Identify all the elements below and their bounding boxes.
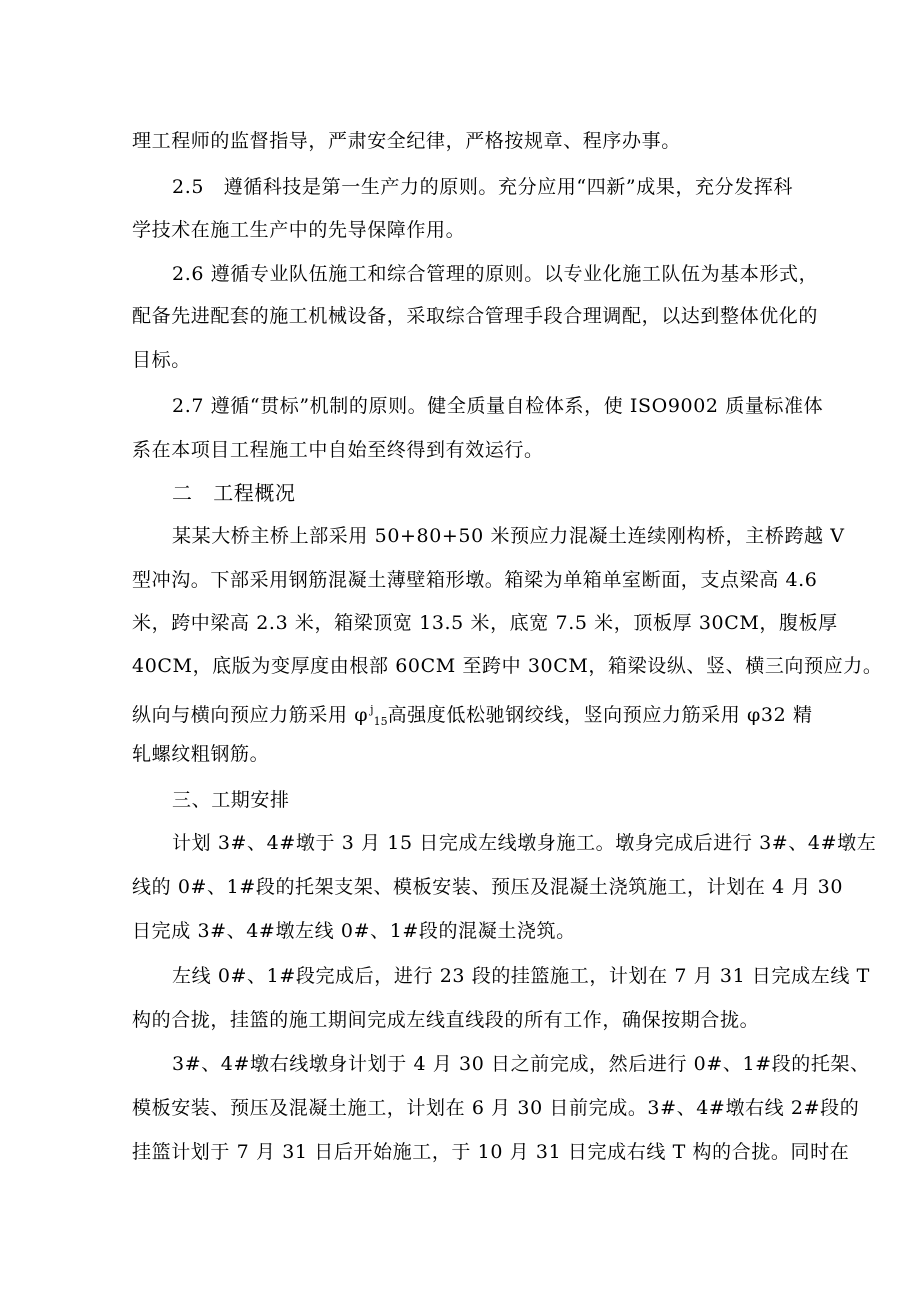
text-line: 目标。 (132, 349, 191, 371)
text-line: 40CM，底版为变厚度由根部 60CM 至跨中 30CM，箱梁设纵、竖、横三向预应力。 (132, 655, 883, 677)
text-line: 配备先进配套的施工机械设备，采取综合管理手段合理调配，以达到整体优化的 (132, 305, 819, 327)
text-line: 理工程师的监督指导，严肃安全纪律，严格按规章、程序办事。 (132, 130, 681, 152)
superscript-j: j (370, 703, 374, 716)
text-line: 某某大桥主桥上部采用 50+80+50 米预应力混凝土连续刚构桥，主桥跨越 V (172, 525, 845, 547)
text-line: 米，跨中梁高 2.3 米，箱梁顶宽 13.5 米，底宽 7.5 米，顶板厚 30CM，腹板厚 (132, 612, 838, 634)
text-line: 线的 0#、1#段的托架支架、模板安装、预压及混凝土浇筑施工，计划在 4 月 30 (132, 876, 844, 898)
text-line: 系在本项目工程施工中自始至终得到有效运行。 (132, 439, 544, 461)
text-line (132, 697, 813, 735)
section-heading: 三、工期安排 (172, 789, 290, 811)
text-line: 型冲沟。下部采用钢筋混凝土薄壁箱形墩。箱梁为单箱单室断面，支点梁高 4.6 (132, 569, 818, 591)
text-line: 左线 0#、1#段完成后，进行 23 段的挂篮施工，计划在 7 月 31 日完成左线 T (172, 965, 870, 987)
text-segment: 纵向与横向预应力筋采用 φ (132, 704, 369, 726)
text-line: 构的合拢，挂篮的施工期间完成左线直线段的所有工作，确保按期合拢。 (132, 1009, 760, 1031)
text-line: 2.7 遵循“贯标”机制的原则。健全质量自检体系，使 ISO9002 质量标准体 (172, 395, 824, 417)
text-line: 2.6 遵循专业队伍施工和综合管理的原则。以专业化施工队伍为基本形式， (172, 263, 819, 285)
text-line: 3#、4#墩右线墩身计划于 4 月 30 日之前完成，然后进行 0#、1#段的托架、 (172, 1053, 870, 1075)
text-line: 挂篮计划于 7 月 31 日后开始施工，于 10 月 31 日完成右线 T 构的合拢。同时在 (132, 1141, 850, 1163)
text-segment: 高强度低松驰钢绞线，竖向预应力筋采用 φ32 精 (387, 704, 813, 726)
text-line: 轧螺纹粗钢筋。 (132, 743, 270, 765)
text-line: 计划 3#、4#墩于 3 月 15 日完成左线墩身施工。墩身完成后进行 3#、4#墩左 (172, 832, 877, 854)
text-line: 日完成 3#、4#墩左线 0#、1#段的混凝土浇筑。 (132, 920, 576, 942)
section-heading: 二 工程概况 (172, 481, 296, 505)
text-line: 学技术在施工生产中的先导保障作用。 (132, 219, 466, 241)
text-line: 模板安装、预压及混凝土施工，计划在 6 月 30 日前完成。3#、4#墩右线 2#段的 (132, 1097, 860, 1119)
subscript-15: 15 (373, 715, 388, 728)
text-line: 2.5 遵循科技是第一生产力的原则。充分应用“四新”成果，充分发挥科 (172, 176, 794, 198)
